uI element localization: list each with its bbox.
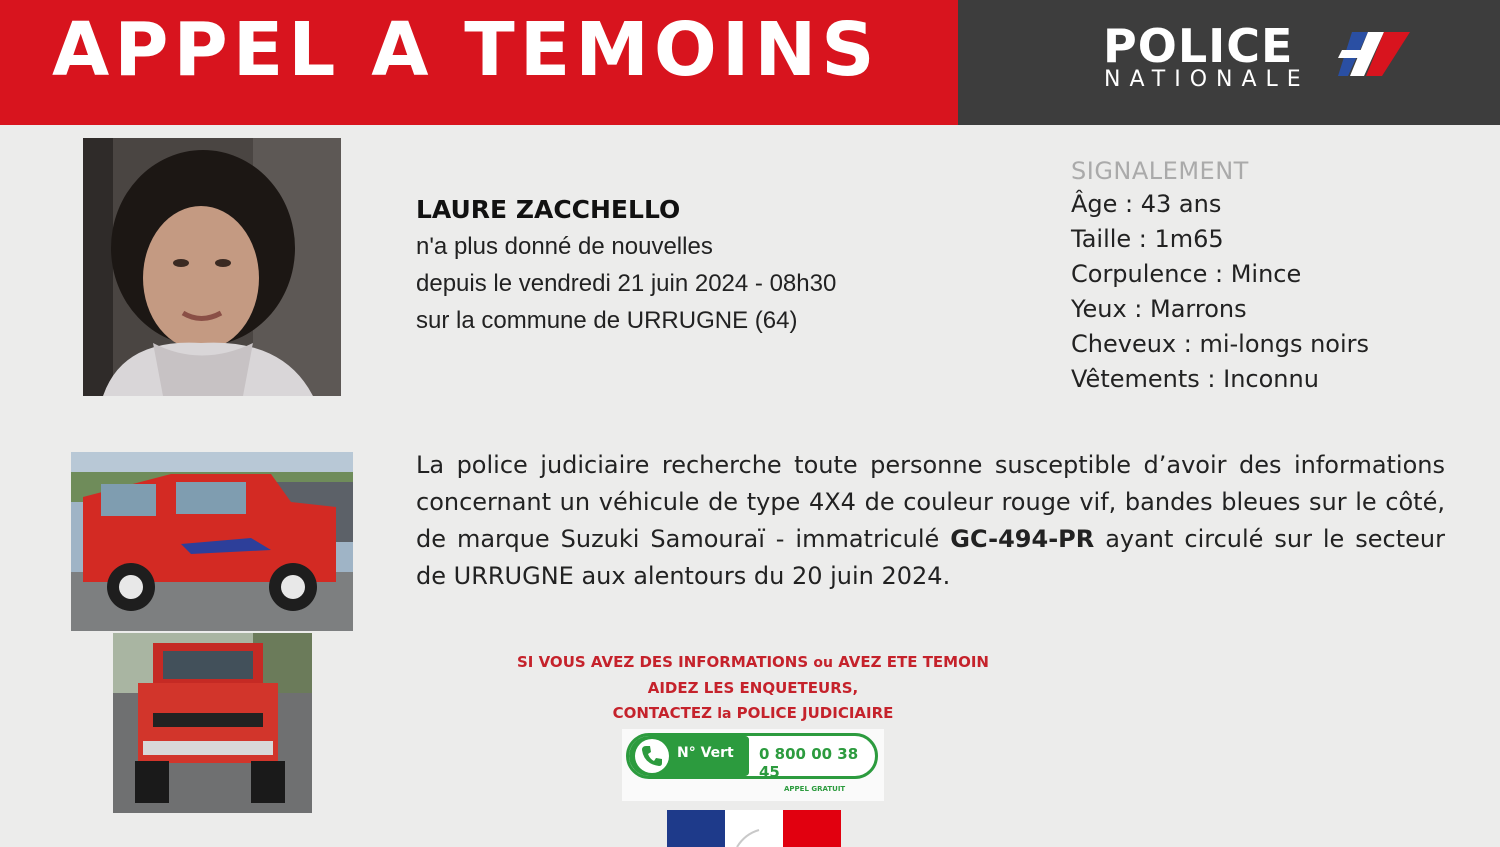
vehicle-description bbox=[416, 447, 1445, 595]
description-text: La police judiciaire recherche toute personne susceptible d’avoir des informations concernant un véhicule de type 4X4 de couleur rouge vif, bandes bleues sur le côté, de marque Suzuki Samouraï - immatriculé bbox=[416, 451, 1445, 553]
person-name: LAURE ZACCHELLO bbox=[416, 195, 681, 224]
cta-text: AVEZ ETE TEMOIN bbox=[838, 653, 989, 671]
police-nationale-logo-text-police: POLICE bbox=[1103, 19, 1294, 73]
info-line: depuis le vendredi 21 juin 2024 - 08h30 bbox=[416, 270, 837, 297]
cta-line bbox=[482, 701, 1024, 727]
signalement-vetements: Vêtements : Inconnu bbox=[1071, 365, 1319, 393]
numero-vert-pill[interactable] bbox=[626, 733, 878, 779]
phone-icon bbox=[635, 739, 669, 773]
numero-vert-badge[interactable] bbox=[622, 729, 884, 801]
cta-text: POLICE JUDICIAIRE bbox=[736, 704, 894, 722]
signalement-yeux: Yeux : Marrons bbox=[1071, 295, 1247, 323]
cta-line: AIDEZ LES ENQUETEURS, bbox=[647, 679, 859, 697]
description-text-end: ayant circulé sur le secteur de URRUGNE aux alentours du 20 juin 2024. bbox=[416, 525, 1445, 590]
police-nationale-logo-text-nationale: NATIONALE bbox=[1104, 67, 1310, 92]
missing-person-photo bbox=[83, 138, 341, 396]
cta-text: SI VOUS AVEZ DES INFORMATIONS bbox=[516, 653, 809, 671]
signalement-block bbox=[1071, 155, 1369, 397]
signalement-cheveux: Cheveux : mi-longs noirs bbox=[1071, 330, 1370, 358]
signalement-age: Âge : 43 ans bbox=[1071, 190, 1222, 218]
phone-number[interactable]: 0 800 00 38 45 bbox=[759, 745, 859, 781]
cta-line bbox=[482, 650, 1024, 676]
vehicle-front-photo bbox=[113, 633, 312, 813]
call-to-action bbox=[482, 650, 1024, 727]
info-line: sur la commune de URRUGNE (64) bbox=[416, 307, 798, 334]
signalement-taille: Taille : 1m65 bbox=[1071, 225, 1224, 253]
appel-gratuit-note: APPEL GRATUIT bbox=[784, 785, 846, 793]
cta-text: la bbox=[717, 706, 732, 722]
cta-text: ou bbox=[813, 655, 833, 671]
license-plate: GC-494-PR bbox=[950, 525, 1095, 553]
info-line: n'a plus donné de nouvelles bbox=[416, 233, 713, 260]
person-info bbox=[416, 192, 836, 339]
numero-vert-label: N° Vert bbox=[677, 745, 734, 761]
signalement-corpulence: Corpulence : Mince bbox=[1071, 260, 1302, 288]
marianne-logo-icon bbox=[667, 810, 841, 847]
signalement-title: SIGNALEMENT bbox=[1071, 157, 1249, 185]
page-title: APPEL A TEMOINS bbox=[52, 7, 880, 93]
vehicle-side-photo bbox=[71, 452, 353, 631]
police-tricolor-logo-icon bbox=[1338, 28, 1410, 80]
numero-vert-label-area bbox=[629, 736, 749, 776]
cta-text: CONTACTEZ bbox=[612, 704, 712, 722]
